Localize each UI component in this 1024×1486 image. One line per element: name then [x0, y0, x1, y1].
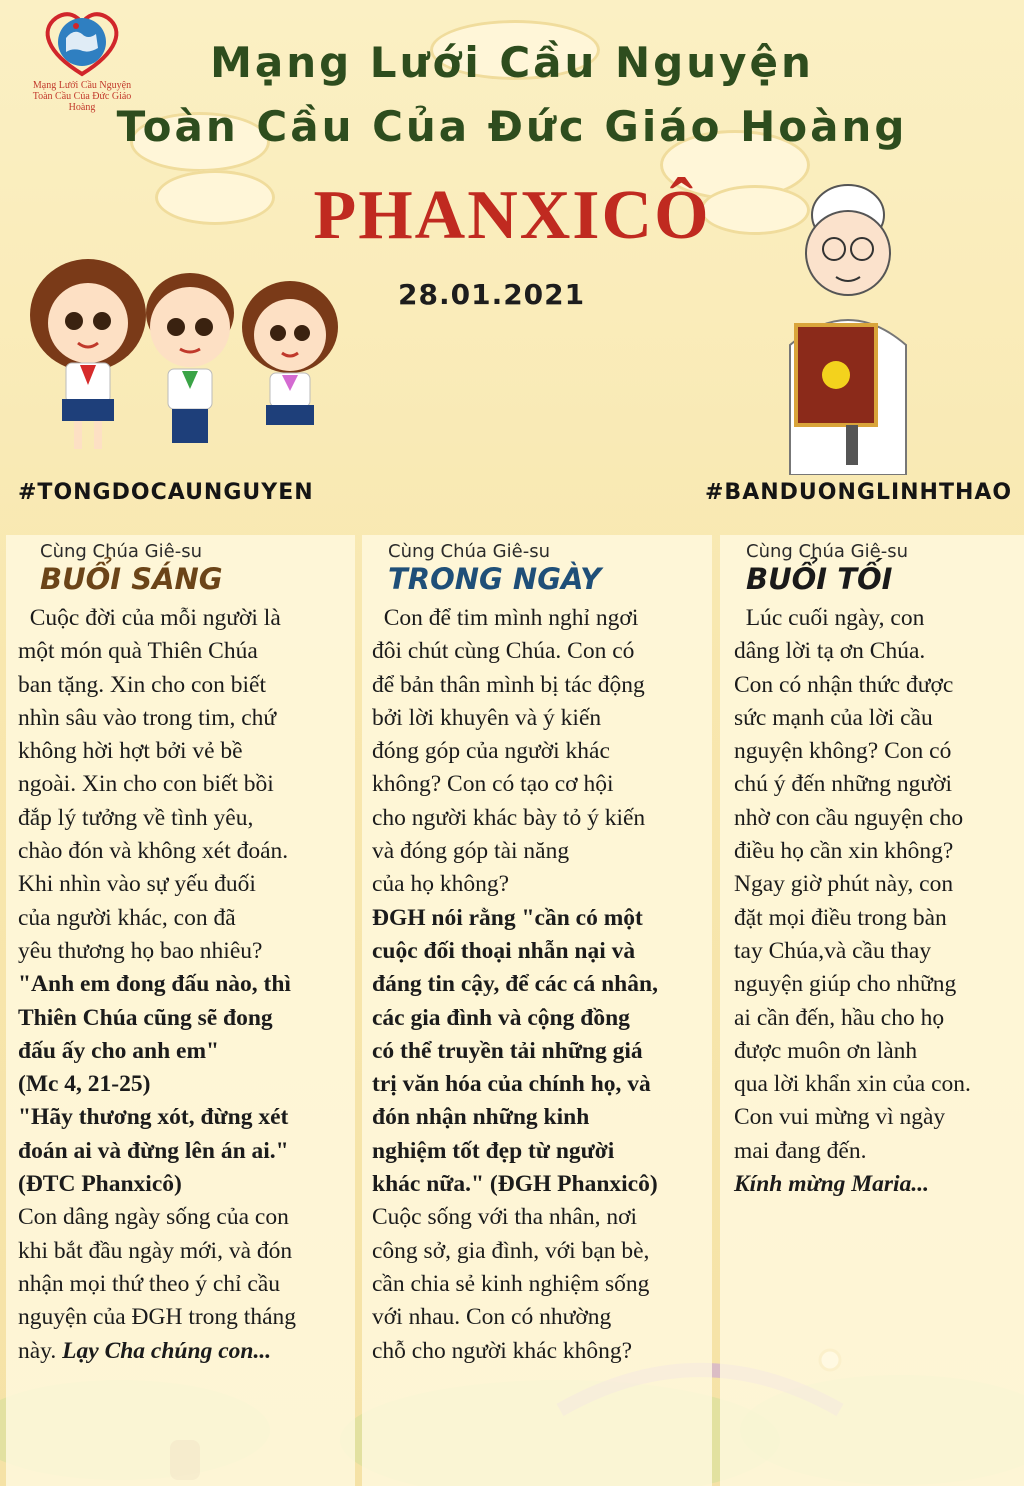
quote-line: đón nhận những kinh — [372, 1104, 590, 1131]
text-line: sức mạnh của lời cầu — [734, 704, 933, 731]
text-line: nguyện không? Con có — [734, 738, 952, 765]
text-line: của họ không? — [372, 871, 510, 898]
column-body — [6, 602, 355, 1368]
text-line: ban tặng. Xin cho con biết — [18, 671, 266, 698]
column-heading-morning: BUỔI SÁNG — [40, 562, 223, 596]
logo-caption-line2: Toàn Cầu Của Đức Giáo Hoàng — [32, 91, 132, 113]
quote-line: nghiệm tốt đẹp từ người — [372, 1137, 615, 1164]
text-line: Ngay giờ phút này, con — [734, 871, 954, 898]
text-line: đôi chút cùng Chúa. Con có — [372, 638, 635, 665]
text-line-last — [18, 1335, 355, 1368]
text-line: một món quà Thiên Chúa — [18, 638, 258, 665]
quote-line: ĐGH nói rằng "cần có một — [372, 904, 643, 931]
text-line: đóng góp của người khác — [372, 738, 610, 765]
text-line: ngoài. Xin cho con biết bồi — [18, 771, 274, 798]
text-line: Lúc cuối ngày, con — [734, 605, 925, 631]
text-line: đặt mọi điều trong bàn — [734, 904, 947, 931]
column-evening — [720, 535, 1024, 1486]
text-line: Con dâng ngày sống của con — [18, 1204, 289, 1231]
column-subtitle: Cùng Chúa Giê-su — [40, 541, 202, 562]
hashtag-left: #TONGDOCAUNGUYEN — [18, 480, 314, 505]
text-line: chú ý đến những người — [734, 771, 953, 798]
quote-line: "Hãy thương xót, đừng xét — [18, 1104, 289, 1131]
text-line: không hời hợt bởi vẻ bề — [18, 738, 243, 765]
text-line: nguyện của ĐGH trong tháng — [18, 1304, 297, 1331]
text-line: qua lời khẩn xin của con. — [734, 1071, 971, 1098]
text-line: Cuộc đời của mỗi người là — [18, 605, 281, 631]
quote-line: có thể truyền tải những giá — [372, 1037, 643, 1064]
text-line: Cuộc sống với tha nhân, nơi — [372, 1204, 638, 1231]
text-line: Con vui mừng vì ngày — [734, 1104, 946, 1131]
text-line: và đóng góp tài năng — [372, 838, 570, 865]
quote-line: đấu ấy cho anh em" — [18, 1037, 220, 1064]
pope-illustration — [770, 175, 910, 475]
text-line: nguyện giúp cho những — [734, 971, 957, 998]
text-line: cần chia sẻ kinh nghiệm sống — [372, 1270, 650, 1297]
text-line: với nhau. Con có nhường — [372, 1304, 612, 1331]
quote-line: khác nữa." (ĐGH Phanxicô) — [372, 1171, 658, 1198]
text-line: dâng lời tạ ơn Chúa. — [734, 638, 926, 665]
text-line: khi bắt đầu ngày mới, và đón — [18, 1237, 293, 1264]
text-line: mai đang đến. — [734, 1137, 867, 1164]
column-body — [720, 602, 1024, 1201]
text-line: cho người khác bày tỏ ý kiến — [372, 804, 646, 831]
text-line: của người khác, con đã — [18, 904, 236, 931]
text-line: công sở, gia đình, với bạn bè, — [372, 1237, 650, 1264]
hashtag-right: #BANDUONGLINHTHAO — [705, 480, 1013, 505]
text-line: được muôn ơn lành — [734, 1037, 918, 1064]
quote-line: đoán ai và đừng lên án ai." — [18, 1137, 289, 1164]
date-label: 28.01.2021 — [398, 278, 586, 311]
prayer-text: Lạy Cha chúng con... — [62, 1337, 272, 1364]
quote-line: "Anh em đong đấu nào, thì — [18, 971, 291, 998]
prayer-text: Kính mừng Maria... — [734, 1171, 929, 1198]
text-line: ai cần đến, hầu cho họ — [734, 1004, 945, 1031]
quote-line: (Mc 4, 21-25) — [18, 1071, 151, 1098]
column-heading-daytime: TRONG NGÀY — [388, 562, 602, 596]
text-fragment: này. — [18, 1337, 63, 1364]
quote-line: Thiên Chúa cũng sẽ đong — [18, 1004, 273, 1031]
text-line: nhìn sâu vào trong tim, chứ — [18, 704, 277, 731]
column-morning — [6, 535, 355, 1486]
text-line: nhờ con cầu nguyện cho — [734, 804, 964, 831]
quote-line: các gia đình và cộng đồng — [372, 1004, 630, 1031]
logo-caption-line1: Mạng Lưới Cầu Nguyện — [32, 80, 132, 91]
text-line: nhận mọi thứ theo ý chỉ cầu — [18, 1270, 281, 1297]
title-pope-name: PHANXICÔ — [313, 177, 711, 254]
text-line: chỗ cho người khác không? — [372, 1337, 633, 1364]
text-line: Con có nhận thức được — [734, 671, 954, 698]
column-heading-evening: BUỔI TỐI — [746, 562, 893, 596]
title-line-2: Toàn Cầu Của Đức Giáo Hoàng — [116, 102, 908, 151]
column-daytime — [362, 535, 712, 1486]
quote-line: (ĐTC Phanxicô) — [18, 1171, 182, 1198]
text-line: không? Con có tạo cơ hội — [372, 771, 614, 798]
children-illustration — [28, 235, 348, 465]
text-line: tay Chúa,và cầu thay — [734, 937, 932, 964]
text-line: để bản thân mình bị tác động — [372, 671, 645, 698]
text-line: Khi nhìn vào sự yếu đuối — [18, 871, 256, 898]
text-line: đắp lý tưởng về tình yêu, — [18, 804, 254, 831]
quote-line: trị văn hóa của chính họ, và — [372, 1071, 651, 1098]
text-line: chào đón và không xét đoán. — [18, 838, 289, 865]
text-line: Con để tim mình nghỉ ngơi — [372, 605, 639, 631]
text-line: yêu thương họ bao nhiêu? — [18, 937, 263, 964]
text-line: bởi lời khuyên và ý kiến — [372, 704, 602, 731]
quote-line: đáng tin cậy, để các cá nhân, — [372, 971, 658, 998]
column-subtitle: Cùng Chúa Giê-su — [388, 541, 550, 562]
title-line-1: Mạng Lưới Cầu Nguyện — [210, 38, 814, 87]
quote-line: cuộc đối thoại nhẫn nại và — [372, 937, 636, 964]
text-line: điều họ cần xin không? — [734, 838, 954, 865]
column-body — [362, 602, 712, 1368]
column-subtitle: Cùng Chúa Giê-su — [746, 541, 908, 562]
